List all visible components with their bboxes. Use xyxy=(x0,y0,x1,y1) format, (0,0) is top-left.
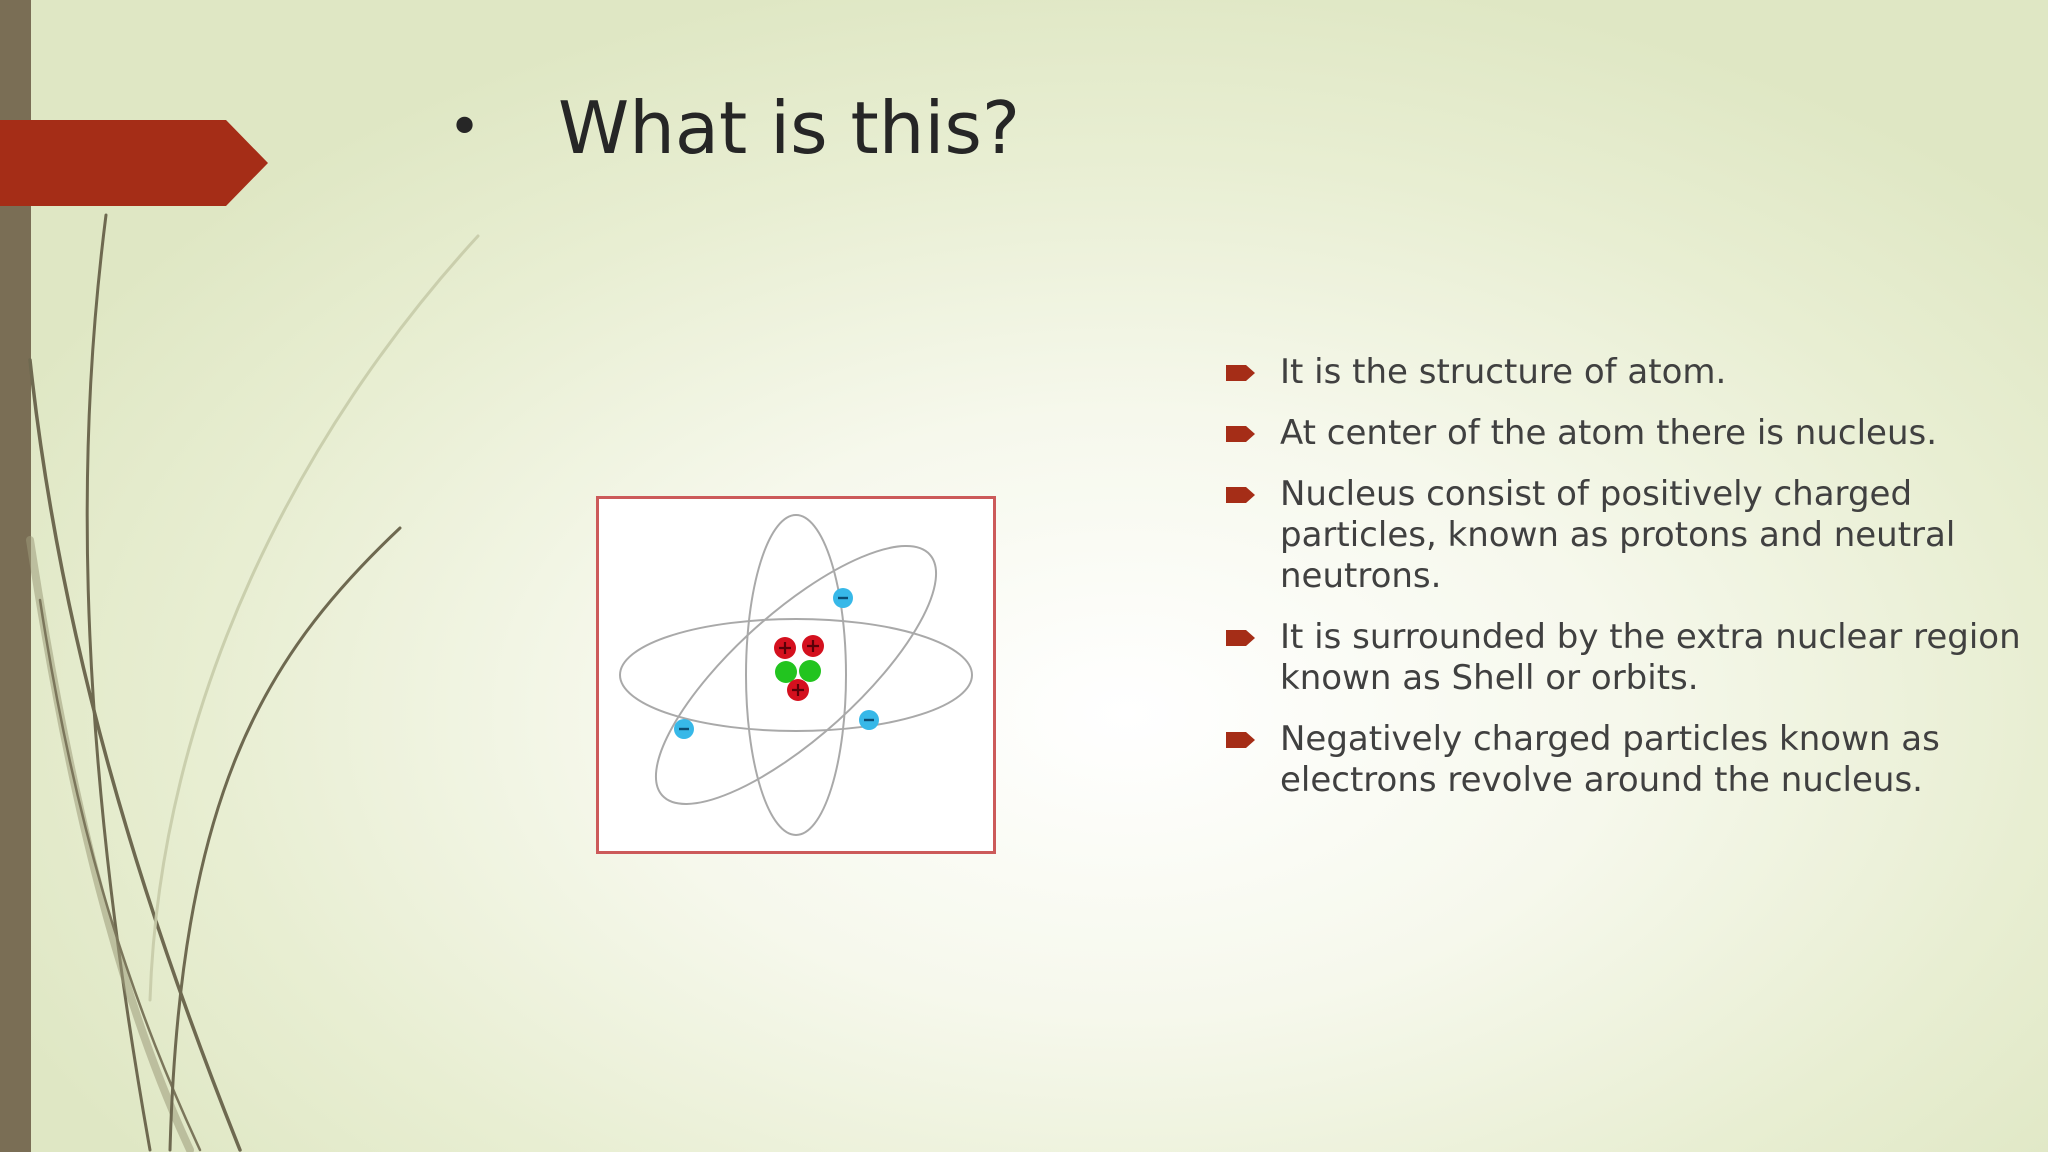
bullet-text: At center of the atom there is nucleus. xyxy=(1280,413,1938,453)
bullet-text: It is surrounded by the extra nuclear region known as Shell or orbits. xyxy=(1280,617,2021,698)
title-text: What is this? xyxy=(558,86,1021,170)
bullet-list xyxy=(1222,352,2022,821)
arrow-bullet-icon xyxy=(1226,628,1256,648)
slide-title xyxy=(448,86,1021,170)
atom-image xyxy=(596,496,996,854)
nucleus xyxy=(774,635,824,701)
arrow-bullet-icon xyxy=(1226,730,1256,750)
bullet-text: It is the structure of atom. xyxy=(1280,352,1727,392)
bullet-text: Negatively charged particles known as electrons revolve around the nucleus. xyxy=(1280,719,1940,800)
title-accent-tab xyxy=(0,120,270,206)
arrow-bullet-icon xyxy=(1226,363,1256,383)
title-bullet: • xyxy=(448,95,482,160)
atom-diagram xyxy=(599,499,993,851)
neutron xyxy=(799,660,821,682)
bullet-item xyxy=(1222,617,2022,699)
bullet-item xyxy=(1222,719,2022,801)
neutron xyxy=(775,661,797,683)
arrow-bullet-icon xyxy=(1226,424,1256,444)
bullet-item xyxy=(1222,413,2022,454)
bullet-item xyxy=(1222,352,2022,393)
bullet-text: Nucleus consist of positively charged particles, known as protons and neutral neutrons. xyxy=(1280,474,1956,596)
bullet-item xyxy=(1222,474,2022,597)
arrow-bullet-icon xyxy=(1226,485,1256,505)
